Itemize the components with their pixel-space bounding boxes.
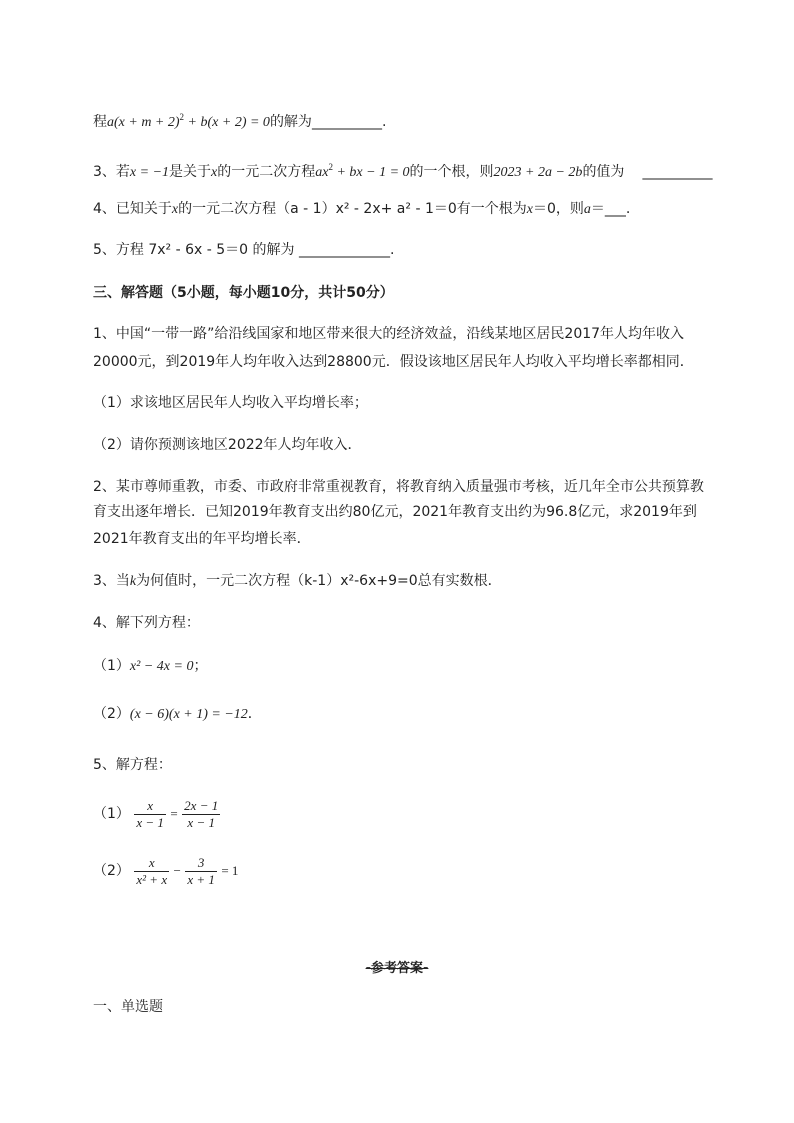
question-5-part-1: （1） $\frac{x}{x - 1}$ = $\frac{2x - 1}{x - 1}$	[93, 797, 219, 830]
equation: x² − 4x = 0	[129, 659, 194, 674]
equation: (x − 6)(x + 1) = −12	[129, 707, 248, 722]
q2-prefix: 程	[93, 114, 107, 130]
question-1-line-1: 1、中国“一带一路”给沿线国家和地区带来很大的经济效益，沿线某地区居民2017年人均年收入	[93, 326, 685, 342]
fill-question-4: 4、已知关于x的一元二次方程（a - 1）x² - 2x+ a² - 1＝0有一个根为x＝0，则a＝___.	[93, 201, 631, 217]
question-2-line-1: 2、某市尊师重教，市委、市政府非常重视教育，将教育纳入质量强市考核，近几年全市公共预算教	[93, 479, 704, 495]
answer-blank[interactable]: __________	[311, 114, 382, 130]
question-5-intro: 5、解方程：	[93, 757, 172, 773]
question-1-line-2: 20000元，到2019年人均年收入达到28800元．假设该地区居民年人均收入平均增长率都相同．	[93, 354, 694, 370]
fraction: $\frac{x}{x - 1}$	[136, 797, 164, 830]
fraction: $\frac{3}{x + 1}$	[187, 854, 215, 887]
question-1-part-1: （1）求该地区居民年人均收入平均增长率；	[93, 395, 368, 411]
question-3: 3、当k为何值时，一元二次方程（k-1）x²-6x+9=0总有实数根．	[93, 573, 502, 589]
fraction: $\frac{x}{\text{x² + x}}$	[136, 854, 168, 887]
answer-blank[interactable]: __________	[642, 164, 713, 180]
question-5-part-2: （2） $\frac{x}{\text{x² + x}}$ − $\frac{3}{x + 1}$ = 1	[93, 854, 239, 887]
answer-title-row	[0, 957, 794, 976]
question-4-part-1: （1）x² − 4x = 0；	[93, 658, 208, 674]
answer-blank[interactable]: _____________	[298, 242, 390, 258]
question-2-line-3: 2021年教育支出的年平均增长率．	[93, 531, 311, 547]
answer-blank[interactable]: ＝___.	[590, 201, 631, 217]
answer-title: -参考答案-	[365, 961, 429, 976]
fill-question-2-tail: 程$a(x + m + 2)^2 + b(x + 2) = 0$的解为__________.	[93, 112, 387, 130]
question-4-part-2: （2）(x − 6)(x + 1) = −12．	[93, 706, 262, 722]
question-1-part-2: （2）请你预测该地区2022年人均年收入．	[93, 437, 362, 453]
fill-question-3: 3、若x = −1是关于x的一元二次方程$ax^2$ + bx − 1 = 0的一个根，则2023 + 2a − 2b的值为 __________	[93, 162, 713, 180]
q3-condition: x = −1	[129, 165, 170, 180]
q2-equation: $a(x + m + 2)^2 + b(x + 2) = 0$	[107, 112, 270, 130]
fraction: $\frac{2x - 1}{x - 1}$	[184, 797, 219, 830]
section-heading: 三、解答题（5小题，每小题10分，共计50分）	[93, 285, 394, 301]
question-4-intro: 4、解下列方程：	[93, 615, 200, 631]
q3-equation: $ax^2$ + bx − 1 = 0	[315, 162, 410, 180]
q3-expression: 2023 + 2a − 2b	[493, 165, 583, 180]
question-2-line-2: 育支出逐年增长．已知2019年教育支出约80亿元，2021年教育支出约为96.8亿元，求2019年到	[93, 504, 697, 520]
answer-section-1: 一、单选题	[93, 999, 163, 1015]
fill-question-5: 5、方程 7x² - 6x - 5＝0 的解为 _____________.	[93, 242, 395, 258]
